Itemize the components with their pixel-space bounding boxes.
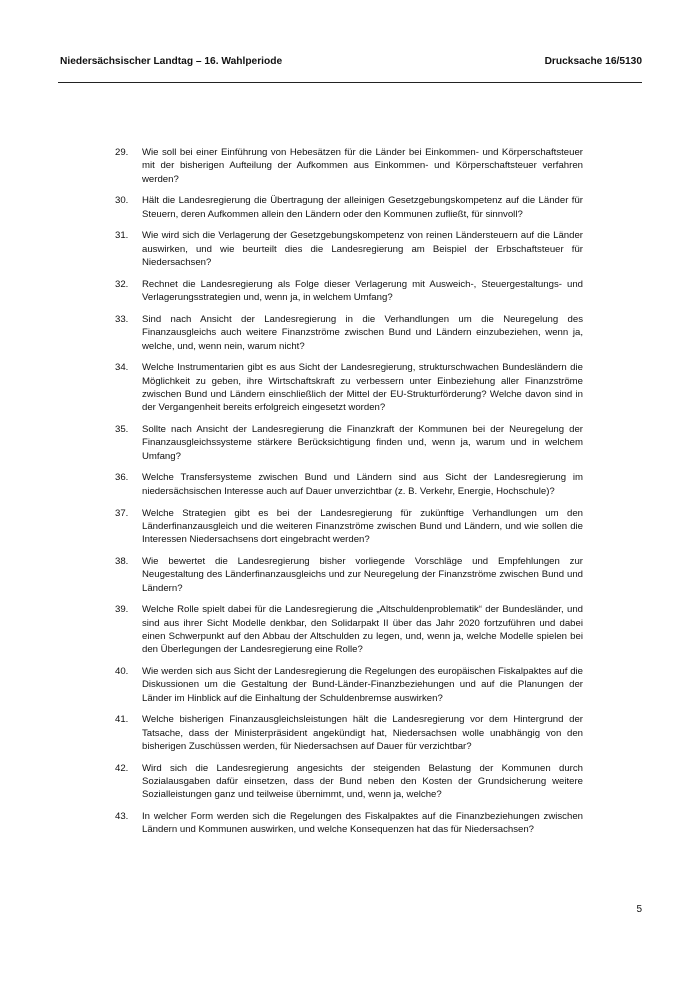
question-item: [115, 603, 583, 656]
question-item: [115, 278, 583, 305]
question-text: Sind nach Ansicht der Landesregierung in die Verhandlungen um die Neuregelung des Finanzausgleichs auch weitere Finanzströme zwischen Bund und Ländern einzubeziehen, wenn ja, welche, und, wenn nein, warum nicht?: [142, 313, 583, 352]
question-text: Sollte nach Ansicht der Landesregierung die Finanzkraft der Kommunen bei der Neuregelung der Finanzausgleichssysteme stärkere Berücksichtigung finden und, wenn ja, warum und in welchem Umfang?: [142, 424, 583, 462]
question-number: 40.: [115, 666, 129, 677]
question-text: Welche Rolle spielt dabei für die Landesregierung die „Altschuldenproblematik“ der Bundesländer, und sind aus ihrer Sicht Modelle denkbar, den Solidarpakt II über das Jahr 2020 fortzuführen und dabei einen Schwerpunkt auf den Abbau der Altschulden zu legen, und, wenn ja, welche Modelle spielen bei den Überlegungen der Landesregierung eine Rolle?: [142, 604, 583, 656]
question-item: [115, 361, 583, 414]
question-number: 38.: [115, 555, 129, 567]
question-number: 36.: [115, 472, 129, 484]
question-item: [115, 555, 583, 595]
question-number: 35.: [115, 424, 129, 436]
question-number: 37.: [115, 507, 129, 519]
question-number: 33.: [115, 313, 129, 325]
question-number: 39.: [115, 604, 129, 616]
question-item: [115, 762, 583, 802]
question-item: [115, 313, 583, 353]
question-text: Wie werden sich aus Sicht der Landesregierung die Regelungen des europäischen Fiskalpaktes auf die Diskussionen um die Gestaltung der Bund-Länder-Finanzbeziehungen und auf die Planungen der Länder im Hinblick auf die Einhaltung der Schuldenbremse auswirken?: [142, 666, 583, 704]
question-item: [115, 423, 583, 463]
header-parliament-title: Niedersächsischer Landtag – 16. Wahlperiode: [60, 56, 283, 67]
question-number: 42.: [115, 762, 129, 774]
question-item: [115, 507, 583, 547]
question-text: Welche Strategien gibt es bei der Landesregierung für zukünftige Verhandlungen um den Länderfinanzausgleich und die weiteren Finanzströme zwischen Bund und Ländern, und wie sollen die Interessen Niedersachsens dort eingebracht werden?: [142, 507, 583, 546]
question-text: Hält die Landesregierung die Übertragung der alleinigen Gesetzgebungskompetenz auf die Länder für Steuern, deren Aufkommen allein den Ländern oder den Kommunen zufließt, für sinnvoll?: [142, 195, 583, 220]
question-number: 32.: [115, 278, 129, 290]
question-text: Welche Transfersysteme zwischen Bund und Ländern sind aus Sicht der Landesregierung im niedersächsischen Interesse auch auf Dauer unverzichtbar (z. B. Verkehr, Energie, Hochschule)?: [142, 472, 583, 497]
question-text: In welcher Form werden sich die Regelungen des Fiskalpaktes auf die Finanzbeziehungen zwischen Ländern und Kommunen auswirken, und welche Konsequenzen hat das für Niedersachsen?: [142, 811, 583, 836]
question-text: Wird sich die Landesregierung angesichts der steigenden Belastung der Kommunen durch Sozialausgaben dafür einsetzen, dass der Bund neben den Kosten der Grundsicherung weitere Sozialleistungen ganz und teilweise übernimmt, und, wenn ja, welche?: [142, 762, 583, 801]
question-number: 30.: [115, 195, 129, 207]
question-item: [115, 810, 583, 837]
page-header: [60, 56, 642, 67]
question-item: [115, 229, 583, 269]
question-item: [115, 471, 583, 498]
question-item: [115, 194, 583, 221]
question-number: 43.: [115, 811, 129, 823]
question-number: 41.: [115, 714, 129, 726]
question-list: [115, 146, 583, 845]
question-number: 31.: [115, 230, 129, 242]
question-item: [115, 713, 583, 753]
page-number: 5: [636, 904, 642, 915]
question-text: Welche Instrumentarien gibt es aus Sicht der Landesregierung, strukturschwachen Bundesländern die Möglichkeit zu geben, ihre Wirtschaftskraft zu verbessern unter Einbeziehung aller Finanzströme zwischen Bund und Ländern einschließlich der Mittel der EU-Strukturförderung? Welche davon sind in der Vergangenheit bereits erfolgreich eingesetzt worden?: [142, 362, 583, 414]
question-number: 29.: [115, 147, 129, 158]
header-document-number: Drucksache 16/5130: [544, 56, 642, 67]
header-divider: [58, 82, 642, 83]
question-text: Rechnet die Landesregierung als Folge dieser Verlagerung mit Ausweich-, Steuergestaltungs- und Verlagerungsstrategien und, wenn ja, in welchem Umfang?: [142, 278, 583, 304]
question-item: [115, 665, 583, 705]
question-number: 34.: [115, 362, 129, 374]
question-text: Welche bisherigen Finanzausgleichsleistungen hält die Landesregierung vor dem Hintergrund der Tatsache, dass der Ministerpräsident angekündigt hat, Niedersachsen wolle unabhängig von den bisherigen Zuschüssen werden, für Niedersachsen auf Dauer für verzichtbar?: [142, 714, 583, 752]
question-text: Wie soll bei einer Einführung von Hebesätzen für die Länder bei Einkommen- und Körperschaftsteuer mit der bisherigen Aufteilung der Aufkommen aus Einkommen- und Körperschaftsteuer verfahren werden?: [142, 147, 583, 185]
question-text: Wie bewertet die Landesregierung bisher vorliegende Vorschläge und Empfehlungen zur Neugestaltung des Länderfinanzausgleichs und zur Neuregelung der Finanzströme zwischen Bund und Ländern?: [142, 555, 583, 594]
question-text: Wie wird sich die Verlagerung der Gesetzgebungskompetenz von reinen Ländersteuern auf die Länder auswirken, und wie beurteilt dies die Landesregierung am Beispiel der Erbschaftsteuer für Niedersachsen?: [142, 230, 583, 269]
question-item: [115, 146, 583, 186]
